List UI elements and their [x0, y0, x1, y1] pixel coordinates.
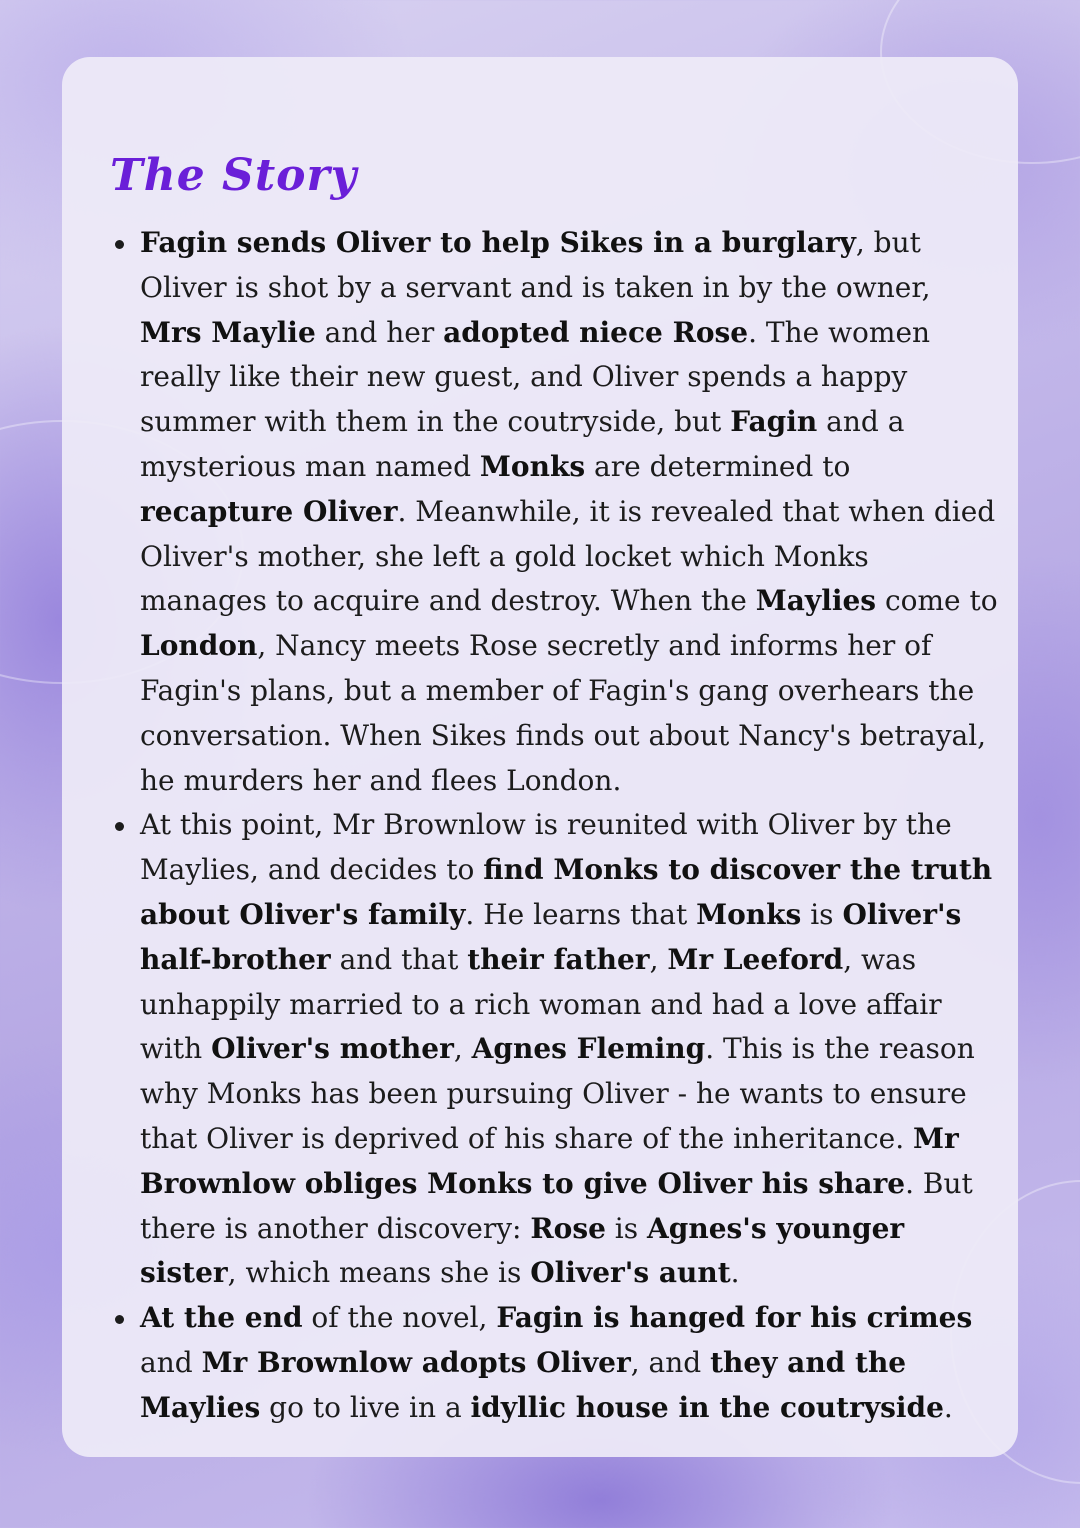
bold-phrase: idyllic house in the coutryside: [470, 1390, 944, 1424]
text-run: , which means she is: [227, 1256, 531, 1290]
text-run: and a mysterious man named: [140, 405, 905, 483]
text-run: and her: [315, 315, 444, 349]
bold-phrase: Oliver's aunt: [530, 1256, 731, 1290]
story-bullet-list: [140, 221, 1000, 1431]
text-run: ,: [649, 942, 668, 976]
text-run: .: [943, 1390, 953, 1424]
story-bullet: [140, 1296, 1000, 1430]
text-run: and that: [330, 942, 468, 976]
text-run: and: [140, 1345, 202, 1379]
bold-phrase: their father: [467, 942, 650, 976]
bold-phrase: Monks: [479, 449, 586, 483]
text-run: ,: [453, 1032, 472, 1066]
bold-phrase: Fagin is hanged for his crimes: [496, 1301, 973, 1335]
bold-phrase: they and the Maylies: [140, 1345, 907, 1424]
bold-phrase: Agnes's younger sister: [140, 1211, 905, 1290]
bold-phrase: Fagin sends Oliver to help Sikes in a burglary: [140, 226, 856, 259]
section-title: The Story: [110, 150, 358, 201]
bold-phrase: Mr Leeford: [667, 942, 844, 976]
text-run: come to: [876, 584, 998, 618]
bold-phrase: At the end: [140, 1301, 303, 1335]
bold-phrase: recapture Oliver: [140, 494, 398, 528]
bold-phrase: Fagin: [730, 405, 818, 439]
text-run: are determined to: [585, 449, 851, 483]
bold-phrase: Monks: [696, 897, 802, 931]
story-bullet: [140, 221, 1000, 803]
bold-phrase: Maylies: [755, 584, 877, 618]
text-run: , was unhappily married to a rich woman and had a love affair with: [140, 942, 942, 1066]
text-run: , but Oliver is shot by a servant and is taken in by the owner,: [140, 226, 931, 304]
story-bullet: [140, 803, 1000, 1296]
text-run: of the novel,: [302, 1301, 497, 1335]
bold-phrase: Agnes Fleming: [471, 1032, 706, 1066]
text-run: . Meanwhile, it is revealed that when died Oliver's mother, she left a gold locket which Monks manages to acquire and destroy. When the: [140, 494, 996, 618]
bold-phrase: Rose: [530, 1211, 606, 1245]
bold-phrase: Oliver's mother: [211, 1032, 454, 1066]
text-run: . This is the reason why Monks has been pursuing Oliver - he wants to ensure that Oliver is deprived of his share of the inheritance.: [140, 1032, 975, 1155]
text-run: , Nancy meets Rose secretly and informs her of Fagin's plans, but a member of Fagin's gang overhears the conversation. When Sikes finds out about Nancy's betrayal, he murders her and flees London.: [140, 629, 987, 797]
bold-phrase: Oliver's half-brother: [140, 897, 962, 976]
text-run: At this point, Mr Brownlow is reunited with Oliver by the Maylies, and decides to: [140, 808, 952, 887]
bold-phrase: find Monks to discover the truth about Oliver's family: [140, 853, 993, 931]
text-run: is: [605, 1211, 648, 1245]
text-run: . But there is another discovery:: [140, 1166, 973, 1245]
bold-phrase: Mr Brownlow obliges Monks to give Oliver his share: [140, 1121, 959, 1200]
text-run: . He learns that: [465, 897, 697, 931]
bold-phrase: Mr Brownlow adopts Oliver: [201, 1345, 631, 1379]
text-run: is: [801, 897, 843, 931]
bold-phrase: London: [140, 629, 258, 663]
text-run: , and: [630, 1345, 711, 1379]
bold-phrase: adopted niece Rose: [443, 315, 749, 349]
text-run: . The women really like their new guest, and Oliver spends a happy summer with them in the coutryside, but: [140, 315, 931, 439]
bold-phrase: Mrs Maylie: [140, 315, 316, 349]
text-run: go to live in a: [260, 1390, 471, 1424]
text-run: .: [730, 1256, 740, 1290]
